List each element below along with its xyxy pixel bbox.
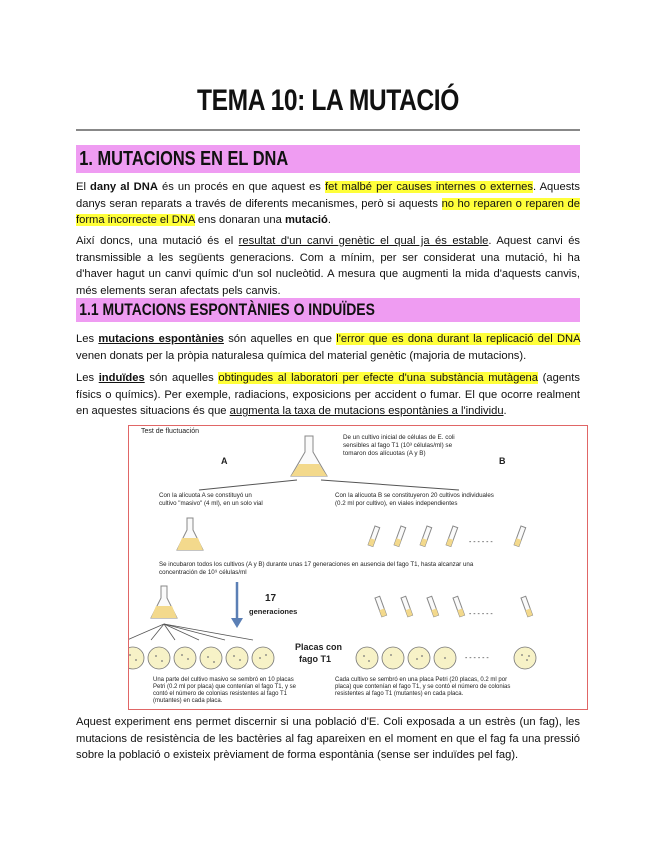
bold-term-dna-damage: dany al DNA: [90, 181, 158, 193]
bottom-left-line-1: Una parte del cultivo masivo se sembró en 10 placas: [153, 677, 294, 683]
text-run: són aquelles: [144, 372, 219, 384]
label-b: B: [499, 456, 506, 466]
figure-caption-title: Test de fluctuación: [141, 428, 199, 435]
text-run: .: [327, 214, 331, 226]
highlight-incorrect-repair: no ho reparen o reparen de forma incorrecte el DNA: [76, 197, 581, 226]
middle-text-line-1: Se incubaron todos los cultivos (A y B) durante unas 17 generaciones en ausencia del fago T1, hasta alcanzar una: [159, 561, 474, 568]
text-run: és un procés en que aquest es: [157, 181, 325, 193]
section-heading-1: [76, 145, 580, 173]
top-text-line-3: tomaron dos alícuotas (A y B): [343, 450, 426, 457]
generations-label: generaciones: [249, 607, 298, 616]
plates-label-line-2: fago T1: [299, 654, 332, 664]
bottom-right-line-3: resistentes al fago T1 (mutantes) en cada placa.: [335, 691, 464, 697]
text-run: . Aquest canvi és transmissible a les següents generacions. Com a mínim, per ser considerat una mutació, hi ha d'haver hagut un canvi químic d'un sol nucleòtid. A mesura que augmenti la mida d'aquests canvis, més elements seran afectats pels canvis.: [76, 235, 581, 297]
text-run: venen donats per la pròpia naturalesa química del material genètic (majoria de mutacions).: [76, 349, 527, 362]
arrow-to-b: [321, 480, 459, 490]
bottom-left-line-3: contó el número de colonias resistentes al fago T1: [153, 691, 287, 697]
highlight-causes: fet malbé per causes internes o externes: [324, 181, 533, 193]
dashes-row-1: - - - - - -: [469, 539, 493, 546]
highlight-mutagen: obtingudes al laboratori per efecte d'una substància mutàgena: [218, 372, 538, 384]
middle-text-line-2: concentración de 10⁹ células/ml: [159, 569, 247, 576]
right-text-line-1: Con la alícuota B se constituyeron 20 cultivos individuales: [335, 492, 494, 499]
arrow-to-a: [199, 480, 297, 490]
paragraph-spontaneous: [76, 331, 580, 364]
petri-plates-b: [356, 647, 536, 669]
bottom-right-line-2: placa) que contenían el fago T1, y se contó el número de colonias: [335, 684, 511, 690]
section-heading-1-text: 1. MUTACIONS EN EL DNA: [79, 148, 289, 170]
distribution-arrows-a: [129, 624, 253, 640]
right-text-line-2: (0.2 ml por cultivo), en viales independientes: [335, 500, 458, 507]
section-heading-1-1: [76, 298, 580, 322]
page-title: TEMA 10: LA MUTACIÓ: [197, 84, 459, 117]
underlined-term-spontaneous: mutacions espontànies: [98, 333, 224, 345]
underlined-rate-increase: augmenta la taxa de mutacions espontànies a l'individu: [229, 405, 504, 417]
grown-culture-flask: [151, 586, 177, 618]
initial-flask: [291, 436, 327, 476]
text-run: Així doncs, una mutació és el: [76, 235, 239, 247]
top-text-line-1: De un cultivo inicial de células de E. coli: [343, 434, 455, 441]
left-text-line-2: cultivo "masivo" (4 ml), en un solo vial: [159, 500, 263, 507]
text-run: El: [76, 181, 91, 193]
text-run: . Aquests danys seran reparats a través de diferents mecanismes, però si aquests: [76, 181, 580, 210]
left-text-line-1: Con la alícuota A se constituyó un: [159, 492, 252, 499]
paragraph-induced: [76, 370, 580, 420]
top-text-line-2: sensibles al fago T1 (10³ células/ml) se: [343, 442, 453, 449]
dashes-row-2: - - - - - -: [469, 611, 493, 618]
plates-label-line-1: Placas con: [295, 642, 343, 652]
paragraph-experiment-conclusion: Aquest experiment ens permet discernir si una població d'E. Coli exposada a un estrès (un fag), les mutacions de resistència de les bactèries al fag apareixen en el moment en que el fag fa una pressió sobre la població o existeix prèviament de forma espontània (sense ser induïdes pel fag).: [76, 716, 580, 761]
underlined-definition: resultat d'un canvi genètic el qual ja és estable: [238, 235, 489, 247]
bold-term-mutation: mutació: [284, 214, 328, 226]
text-run: Les: [76, 372, 99, 384]
underlined-term-induced: induïdes: [98, 372, 145, 384]
bottom-right-line-1: Cada cultivo se sembró en una placa Petri (20 placas, 0.2 ml por: [335, 677, 508, 683]
tubes-row-1: [368, 526, 526, 547]
text-run: (agents físics o químics). Per exemple, radiacions, exposicions per accident o fumar. El que ocorre realment en aquestes situacions és que: [76, 372, 580, 417]
fluctuation-test-figure: [128, 425, 588, 710]
paragraph-dna-damage: [76, 179, 580, 229]
highlight-replication-error: l'error que es dona durant la replicació del DNA: [336, 333, 580, 345]
fluctuation-diagram: [129, 426, 587, 709]
text-run: Les: [76, 333, 99, 345]
text-run: ens donaran una: [194, 214, 285, 226]
massive-culture-flask: [177, 518, 203, 550]
generations-number: 17: [265, 593, 277, 604]
tubes-row-2: [375, 596, 533, 617]
text-run: .: [503, 405, 507, 417]
bottom-left-line-2: Petri (0.2 ml por placa) que contenían el fago T1, y se: [153, 684, 296, 690]
section-heading-1-1-text: 1.1 MUTACIONS ESPONTÀNIES O INDUÏDES: [79, 300, 375, 319]
title-divider: [76, 129, 580, 131]
paragraph-mutation-definition: [76, 233, 580, 299]
text-run: són aquelles en que: [223, 333, 337, 345]
label-a: A: [221, 456, 228, 466]
bottom-left-line-4: (mutantes) en cada placa.: [153, 698, 223, 704]
dashes-row-3: - - - - - -: [465, 655, 489, 662]
generations-arrowhead: [231, 618, 243, 628]
petri-plates-a: [129, 647, 274, 669]
